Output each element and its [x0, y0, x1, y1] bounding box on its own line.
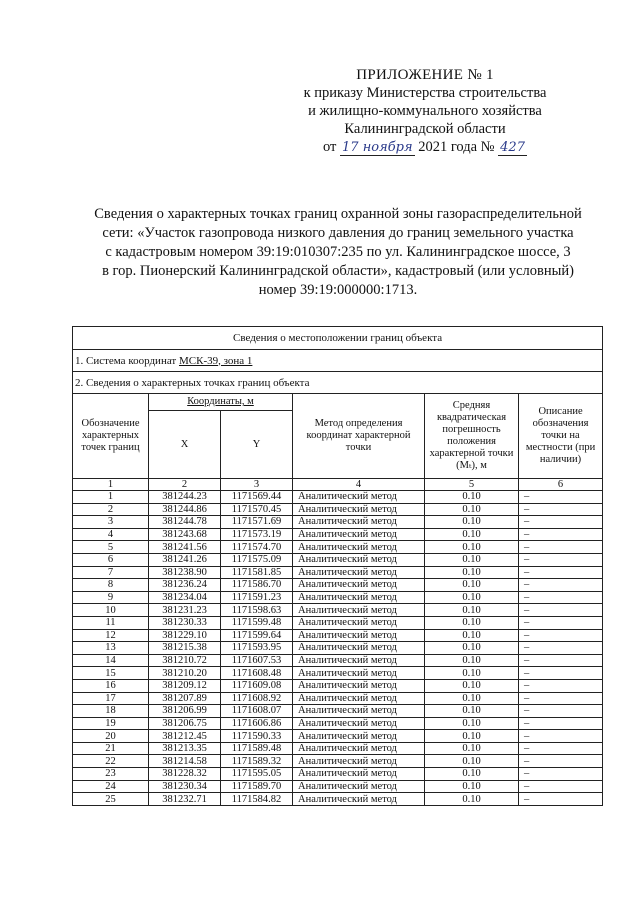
x-coordinate-cell: 381241.56	[149, 541, 221, 554]
header-method: Метод определения координат характерной точки	[293, 394, 425, 479]
point-id-cell: 24	[73, 780, 149, 793]
x-coordinate-cell: 381214.58	[149, 755, 221, 768]
heading-line-4: в гор. Пионерский Калининградской области», кадастровый (или условный)	[102, 263, 574, 279]
error-cell: 0.10	[425, 541, 519, 554]
method-cell: Аналитический метод	[293, 705, 425, 718]
column-number: 1	[73, 479, 149, 491]
description-cell: –	[519, 566, 603, 579]
point-id-cell: 11	[73, 616, 149, 629]
description-cell: –	[519, 528, 603, 541]
error-cell: 0.10	[425, 742, 519, 755]
y-coordinate-cell: 1171608.48	[221, 667, 293, 680]
y-coordinate-cell: 1171608.07	[221, 705, 293, 718]
table-row	[73, 541, 603, 554]
description-cell: –	[519, 768, 603, 781]
x-coordinate-cell: 381228.32	[149, 768, 221, 781]
point-id-cell: 10	[73, 604, 149, 617]
table-row	[73, 516, 603, 529]
table-row	[73, 629, 603, 642]
method-cell: Аналитический метод	[293, 491, 425, 504]
table-row	[73, 742, 603, 755]
heading-line-3: с кадастровым номером 39:19:010307:235 по ул. Калининградское шоссе, 3	[105, 244, 571, 260]
header-y: Y	[221, 411, 293, 479]
method-cell: Аналитический метод	[293, 717, 425, 730]
header-point: Обозначение характерных точек границ	[73, 394, 149, 479]
points-section-title: 2. Сведения о характерных точках границ объекта	[73, 372, 603, 394]
method-cell: Аналитический метод	[293, 679, 425, 692]
error-cell: 0.10	[425, 717, 519, 730]
table-row	[73, 717, 603, 730]
table-row	[73, 692, 603, 705]
error-cell: 0.10	[425, 780, 519, 793]
method-cell: Аналитический метод	[293, 629, 425, 642]
table-row	[73, 616, 603, 629]
description-cell: –	[519, 604, 603, 617]
method-cell: Аналитический метод	[293, 654, 425, 667]
appendix-title: ПРИЛОЖЕНИЕ № 1	[356, 67, 494, 83]
column-number: 4	[293, 479, 425, 491]
table-row	[73, 730, 603, 743]
table-row	[73, 491, 603, 504]
description-cell: –	[519, 730, 603, 743]
coordinate-system-label: 1. Система координат	[75, 354, 179, 367]
point-id-cell: 4	[73, 528, 149, 541]
method-cell: Аналитический метод	[293, 730, 425, 743]
x-coordinate-cell: 381210.20	[149, 667, 221, 680]
description-cell: –	[519, 654, 603, 667]
description-cell: –	[519, 755, 603, 768]
y-coordinate-cell: 1171581.85	[221, 566, 293, 579]
point-id-cell: 19	[73, 717, 149, 730]
heading-line-2: сети: «Участок газопровода низкого давления до границ земельного участка	[102, 225, 574, 241]
table-row	[73, 591, 603, 604]
x-coordinate-cell: 381238.90	[149, 566, 221, 579]
y-coordinate-cell: 1171570.45	[221, 503, 293, 516]
y-coordinate-cell: 1171599.64	[221, 629, 293, 642]
error-cell: 0.10	[425, 503, 519, 516]
appendix-line-2: и жилищно-коммунального хозяйства	[308, 103, 542, 119]
table-row	[73, 604, 603, 617]
point-id-cell: 18	[73, 705, 149, 718]
x-coordinate-cell: 381209.12	[149, 679, 221, 692]
description-cell: –	[519, 516, 603, 529]
method-cell: Аналитический метод	[293, 692, 425, 705]
appendix-line-3: Калининградской области	[344, 121, 506, 137]
point-id-cell: 13	[73, 642, 149, 655]
point-id-cell: 17	[73, 692, 149, 705]
column-number: 5	[425, 479, 519, 491]
point-id-cell: 22	[73, 755, 149, 768]
y-coordinate-cell: 1171584.82	[221, 793, 293, 806]
point-id-cell: 2	[73, 503, 149, 516]
table-row	[73, 642, 603, 655]
method-cell: Аналитический метод	[293, 528, 425, 541]
table-title-row	[73, 327, 603, 350]
y-coordinate-cell: 1171593.95	[221, 642, 293, 655]
error-cell: 0.10	[425, 705, 519, 718]
point-id-cell: 9	[73, 591, 149, 604]
column-number: 3	[221, 479, 293, 491]
error-cell: 0.10	[425, 642, 519, 655]
x-coordinate-cell: 381206.75	[149, 717, 221, 730]
error-cell: 0.10	[425, 679, 519, 692]
method-cell: Аналитический метод	[293, 516, 425, 529]
coordinate-system-cell	[73, 350, 603, 372]
x-coordinate-cell: 381244.23	[149, 491, 221, 504]
method-cell: Аналитический метод	[293, 742, 425, 755]
y-coordinate-cell: 1171574.70	[221, 541, 293, 554]
point-id-cell: 16	[73, 679, 149, 692]
error-cell: 0.10	[425, 616, 519, 629]
appendix-block	[300, 66, 550, 157]
table-row	[73, 654, 603, 667]
y-coordinate-cell: 1171589.48	[221, 742, 293, 755]
y-coordinate-cell: 1171595.05	[221, 768, 293, 781]
error-cell: 0.10	[425, 604, 519, 617]
error-cell: 0.10	[425, 553, 519, 566]
description-cell: –	[519, 579, 603, 592]
table-row	[73, 679, 603, 692]
error-cell: 0.10	[425, 579, 519, 592]
date-suffix: 2021 года №	[418, 139, 495, 155]
y-coordinate-cell: 1171586.70	[221, 579, 293, 592]
header-description: Описание обозначения точки на местности (при наличии)	[519, 394, 603, 479]
error-cell: 0.10	[425, 566, 519, 579]
error-cell: 0.10	[425, 516, 519, 529]
point-id-cell: 8	[73, 579, 149, 592]
table-row	[73, 768, 603, 781]
table-row	[73, 793, 603, 806]
coordinate-system-value: МСК-39, зона 1	[178, 354, 253, 367]
description-cell: –	[519, 503, 603, 516]
description-cell: –	[519, 667, 603, 680]
method-cell: Аналитический метод	[293, 503, 425, 516]
point-id-cell: 14	[73, 654, 149, 667]
point-id-cell: 15	[73, 667, 149, 680]
table-row	[73, 503, 603, 516]
method-cell: Аналитический метод	[293, 616, 425, 629]
x-coordinate-cell: 381215.38	[149, 642, 221, 655]
point-id-cell: 23	[73, 768, 149, 781]
method-cell: Аналитический метод	[293, 579, 425, 592]
table-row	[73, 705, 603, 718]
date-prefix: от	[323, 139, 337, 155]
error-cell: 0.10	[425, 629, 519, 642]
description-cell: –	[519, 553, 603, 566]
table-row	[73, 780, 603, 793]
x-coordinate-cell: 381231.23	[149, 604, 221, 617]
description-cell: –	[519, 742, 603, 755]
y-coordinate-cell: 1171573.19	[221, 528, 293, 541]
x-coordinate-cell: 381234.04	[149, 591, 221, 604]
x-coordinate-cell: 381206.99	[149, 705, 221, 718]
error-cell: 0.10	[425, 768, 519, 781]
header-x: X	[149, 411, 221, 479]
points-section-row	[73, 372, 603, 394]
description-cell: –	[519, 491, 603, 504]
description-cell: –	[519, 616, 603, 629]
error-cell: 0.10	[425, 730, 519, 743]
header-error: Средняя квадратическая погрешность положения характерной точки (Mₜ), м	[425, 394, 519, 479]
column-number: 2	[149, 479, 221, 491]
description-cell: –	[519, 692, 603, 705]
y-coordinate-cell: 1171609.08	[221, 679, 293, 692]
point-id-cell: 12	[73, 629, 149, 642]
coordinate-system-row	[73, 350, 603, 372]
method-cell: Аналитический метод	[293, 667, 425, 680]
heading-line-5: номер 39:19:000000:1713.	[258, 282, 418, 298]
table-row	[73, 755, 603, 768]
header-coords: Координаты, м	[149, 394, 293, 411]
table-row	[73, 579, 603, 592]
error-cell: 0.10	[425, 491, 519, 504]
handwritten-date: 17 ноября	[342, 140, 413, 155]
y-coordinate-cell: 1171589.70	[221, 780, 293, 793]
appendix-date-line	[300, 138, 550, 157]
point-id-cell: 7	[73, 566, 149, 579]
document-heading	[68, 205, 608, 300]
x-coordinate-cell: 381232.71	[149, 793, 221, 806]
error-cell: 0.10	[425, 692, 519, 705]
x-coordinate-cell: 381229.10	[149, 629, 221, 642]
header-row-1	[73, 394, 603, 411]
error-cell: 0.10	[425, 528, 519, 541]
x-coordinate-cell: 381230.33	[149, 616, 221, 629]
point-id-cell: 1	[73, 491, 149, 504]
error-cell: 0.10	[425, 591, 519, 604]
point-id-cell: 5	[73, 541, 149, 554]
description-cell: –	[519, 541, 603, 554]
boundary-points-table	[72, 326, 603, 806]
x-coordinate-cell: 381210.72	[149, 654, 221, 667]
y-coordinate-cell: 1171589.32	[221, 755, 293, 768]
y-coordinate-cell: 1171599.48	[221, 616, 293, 629]
error-cell: 0.10	[425, 793, 519, 806]
description-cell: –	[519, 629, 603, 642]
point-id-cell: 3	[73, 516, 149, 529]
description-cell: –	[519, 780, 603, 793]
x-coordinate-cell: 381241.26	[149, 553, 221, 566]
table-title: Сведения о местоположении границ объекта	[73, 327, 603, 350]
y-coordinate-cell: 1171606.86	[221, 717, 293, 730]
heading-line-1: Сведения о характерных точках границ охранной зоны газораспределительной	[94, 206, 582, 222]
table-row	[73, 667, 603, 680]
description-cell: –	[519, 705, 603, 718]
y-coordinate-cell: 1171575.09	[221, 553, 293, 566]
appendix-line-1: к приказу Министерства строительства	[303, 85, 547, 101]
x-coordinate-cell: 381236.24	[149, 579, 221, 592]
x-coordinate-cell: 381213.35	[149, 742, 221, 755]
y-coordinate-cell: 1171608.92	[221, 692, 293, 705]
description-cell: –	[519, 591, 603, 604]
table-row	[73, 566, 603, 579]
point-id-cell: 20	[73, 730, 149, 743]
point-id-cell: 21	[73, 742, 149, 755]
x-coordinate-cell: 381212.45	[149, 730, 221, 743]
table-row	[73, 553, 603, 566]
y-coordinate-cell: 1171591.23	[221, 591, 293, 604]
y-coordinate-cell: 1171607.53	[221, 654, 293, 667]
method-cell: Аналитический метод	[293, 755, 425, 768]
method-cell: Аналитический метод	[293, 642, 425, 655]
y-coordinate-cell: 1171571.69	[221, 516, 293, 529]
x-coordinate-cell: 381207.89	[149, 692, 221, 705]
x-coordinate-cell: 381243.68	[149, 528, 221, 541]
description-cell: –	[519, 717, 603, 730]
error-cell: 0.10	[425, 667, 519, 680]
x-coordinate-cell: 381244.78	[149, 516, 221, 529]
description-cell: –	[519, 642, 603, 655]
x-coordinate-cell: 381244.86	[149, 503, 221, 516]
method-cell: Аналитический метод	[293, 604, 425, 617]
column-number: 6	[519, 479, 603, 491]
method-cell: Аналитический метод	[293, 768, 425, 781]
y-coordinate-cell: 1171590.33	[221, 730, 293, 743]
point-id-cell: 25	[73, 793, 149, 806]
error-cell: 0.10	[425, 755, 519, 768]
description-cell: –	[519, 793, 603, 806]
method-cell: Аналитический метод	[293, 566, 425, 579]
method-cell: Аналитический метод	[293, 541, 425, 554]
error-cell: 0.10	[425, 654, 519, 667]
y-coordinate-cell: 1171598.63	[221, 604, 293, 617]
method-cell: Аналитический метод	[293, 591, 425, 604]
method-cell: Аналитический метод	[293, 553, 425, 566]
handwritten-number: 427	[500, 140, 525, 155]
method-cell: Аналитический метод	[293, 780, 425, 793]
x-coordinate-cell: 381230.34	[149, 780, 221, 793]
column-number-row	[73, 479, 603, 491]
table-row	[73, 528, 603, 541]
method-cell: Аналитический метод	[293, 793, 425, 806]
y-coordinate-cell: 1171569.44	[221, 491, 293, 504]
point-id-cell: 6	[73, 553, 149, 566]
description-cell: –	[519, 679, 603, 692]
